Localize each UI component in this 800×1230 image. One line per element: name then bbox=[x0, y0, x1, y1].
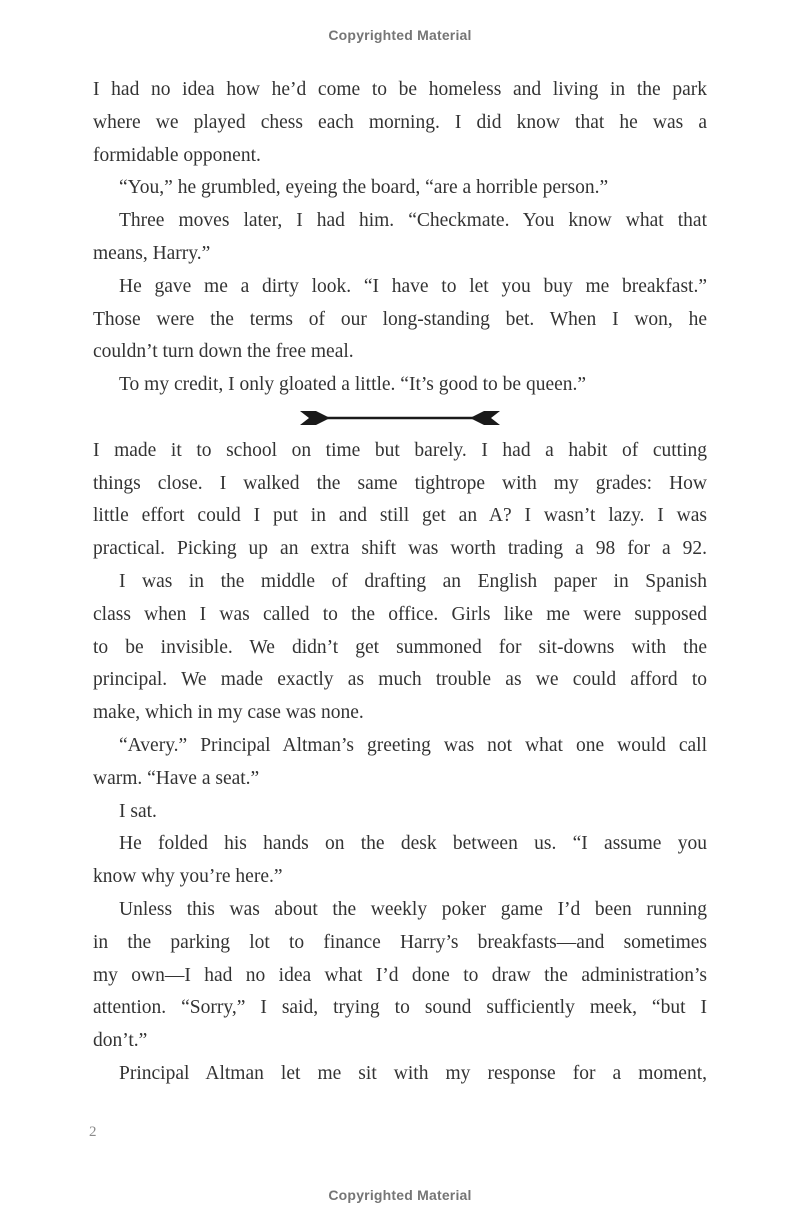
text-line: “You,” he grumbled, eyeing the board, “are a horrible person.” bbox=[119, 177, 609, 199]
text-line: principal. We made exactly as much trouble as we could afford to bbox=[93, 669, 707, 691]
text-line: I was in the middle of drafting an English paper in Spanish bbox=[119, 570, 707, 592]
text-line: Those were the terms of our long-standing bet. When I won, he bbox=[93, 308, 707, 330]
text-line: know why you’re here.” bbox=[93, 866, 283, 888]
text-line: “Avery.” Principal Altman’s greeting was not what one would call bbox=[119, 734, 707, 756]
text-line: I had no idea how he’d come to be homeless and living in the park bbox=[93, 79, 707, 100]
text-line: Unless this was about the weekly poker game I’d been running bbox=[119, 898, 707, 920]
text-line: don’t.” bbox=[93, 1030, 148, 1052]
text-line: warm. “Have a seat.” bbox=[93, 767, 260, 789]
copyright-notice-bottom: Copyrighted Material bbox=[328, 1187, 472, 1203]
text-line: my own—I had no idea what I’d done to draw the administration’s bbox=[93, 964, 707, 986]
text-line: practical. Picking up an extra shift was worth trading a 98 for a 92. bbox=[93, 538, 707, 560]
text-line: Three moves later, I had him. “Checkmate. You know what that bbox=[119, 210, 707, 232]
text-line: Principal Altman let me sit with my response for a moment, bbox=[119, 1062, 707, 1084]
text-line: little effort could I put in and still get an A? I wasn’t lazy. I was bbox=[93, 505, 707, 527]
text-line: to be invisible. We didn’t get summoned for sit-downs with the bbox=[93, 636, 707, 658]
page-number: 2 bbox=[89, 1124, 97, 1140]
text-line: attention. “Sorry,” I said, trying to sound sufficiently meek, “but I bbox=[93, 997, 707, 1019]
text-line: means, Harry.” bbox=[93, 242, 211, 264]
text-line: I sat. bbox=[119, 800, 157, 822]
text-line: in the parking lot to finance Harry’s breakfasts—and sometimes bbox=[93, 931, 707, 953]
text-line: He gave me a dirty look. “I have to let you buy me breakfast.” bbox=[119, 275, 707, 297]
text-line: formidable opponent. bbox=[93, 144, 261, 166]
text-line: where we played chess each morning. I did know that he was a bbox=[93, 111, 707, 133]
copyright-notice-top: Copyrighted Material bbox=[328, 27, 472, 43]
body-text bbox=[93, 74, 707, 1091]
text-line: couldn’t turn down the free meal. bbox=[93, 341, 354, 363]
text-line: class when I was called to the office. Girls like me were supposed bbox=[93, 603, 707, 625]
double-arrow-icon bbox=[300, 410, 500, 426]
text-line: He folded his hands on the desk between us. “I assume you bbox=[119, 833, 707, 855]
text-line: make, which in my case was none. bbox=[93, 702, 364, 724]
text-line: things close. I walked the same tightrope with my grades: How bbox=[93, 472, 707, 494]
text-line: I made it to school on time but barely. I had a habit of cutting bbox=[93, 439, 707, 461]
arrow-divider bbox=[93, 402, 707, 435]
text-line: To my credit, I only gloated a little. “It’s good to be queen.” bbox=[119, 374, 587, 396]
